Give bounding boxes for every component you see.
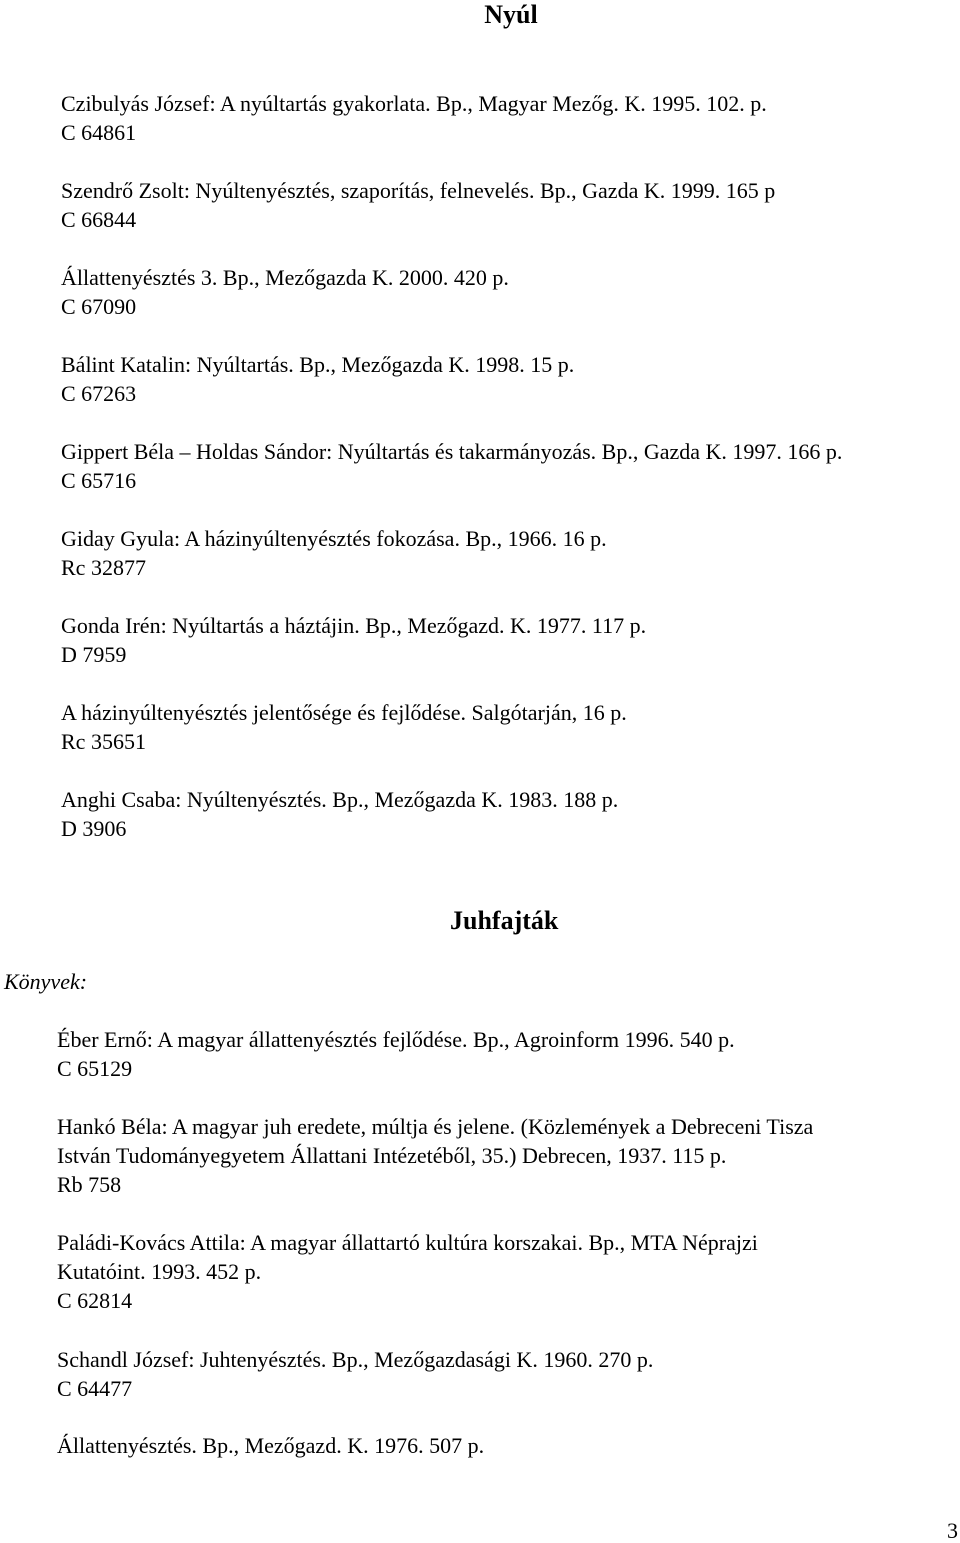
call-number: C 66844 [61, 207, 137, 232]
citation-text: Éber Ernő: A magyar állattenyésztés fejlődése. Bp., Agroinform 1996. 540 p. [57, 1027, 735, 1052]
call-number: C 67263 [61, 381, 137, 406]
list-item [61, 350, 574, 408]
citation-text: Giday Gyula: A házinyúltenyésztés fokozása. Bp., 1966. 16 p. [61, 526, 607, 551]
list-item [61, 437, 842, 495]
citation-text: Hankó Béla: A magyar juh eredete, múltja és jelene. (Közlemények a Debreceni Tisza [57, 1114, 814, 1139]
call-number: C 64861 [61, 120, 137, 145]
list-item [61, 263, 509, 321]
list-item [57, 1431, 484, 1460]
call-number: Rc 32877 [61, 555, 146, 580]
call-number: C 62814 [57, 1288, 133, 1313]
list-item [61, 89, 767, 147]
list-item [57, 1025, 735, 1083]
call-number: D 3906 [61, 816, 127, 841]
page-number: 3 [947, 1518, 958, 1543]
citation-text: Bálint Katalin: Nyúltartás. Bp., Mezőgazda K. 1998. 15 p. [61, 352, 575, 377]
citation-text: Czibulyás József: A nyúltartás gyakorlata. Bp., Magyar Mezőg. K. 1995. 102. p. [61, 91, 767, 116]
list-item [61, 698, 627, 756]
side-label: Könyvek: [4, 969, 88, 994]
call-number: Rc 35651 [61, 729, 146, 754]
list-item [61, 524, 607, 582]
call-number: C 65716 [61, 468, 137, 493]
citation-text: Anghi Csaba: Nyúltenyésztés. Bp., Mezőgazda K. 1983. 188 p. [61, 787, 619, 812]
call-number: Rb 758 [57, 1172, 122, 1197]
list-item [57, 1228, 758, 1315]
citation-text: Kutatóint. 1993. 452 p. [57, 1259, 262, 1284]
call-number: C 65129 [57, 1056, 133, 1081]
citation-text: Állattenyésztés. Bp., Mezőgazd. K. 1976. 507 p. [57, 1433, 485, 1458]
call-number: C 67090 [61, 294, 137, 319]
list-item [61, 785, 618, 843]
citation-text: Paládi-Kovács Attila: A magyar állattartó kultúra korszakai. Bp., MTA Néprajzi [57, 1230, 758, 1255]
list-item [57, 1112, 813, 1199]
citation-text: Szendrő Zsolt: Nyúltenyésztés, szaporítás, felnevelés. Bp., Gazda K. 1999. 165 p [61, 178, 776, 203]
page-title: Nyúl [484, 0, 538, 29]
call-number: D 7959 [61, 642, 127, 667]
citation-text: Gonda Irén: Nyúltartás a háztájin. Bp., Mezőgazd. K. 1977. 117 p. [61, 613, 647, 638]
list-item [61, 176, 775, 234]
list-item [57, 1345, 653, 1403]
citation-text: Schandl József: Juhtenyésztés. Bp., Mezőgazdasági K. 1960. 270 p. [57, 1347, 654, 1372]
citation-text: A házinyúltenyésztés jelentősége és fejlődése. Salgótarján, 16 p. [61, 700, 627, 725]
citation-text: Állattenyésztés 3. Bp., Mezőgazda K. 2000. 420 p. [61, 265, 509, 290]
call-number: C 64477 [57, 1376, 133, 1401]
citation-text: Gippert Béla – Holdas Sándor: Nyúltartás és takarmányozás. Bp., Gazda K. 1997. 166 p. [61, 439, 843, 464]
section-heading: Juhfajták [450, 906, 559, 935]
list-item [61, 611, 646, 669]
citation-text: István Tudományegyetem Állattani Intézetéből, 35.) Debrecen, 1937. 115 p. [57, 1143, 727, 1168]
